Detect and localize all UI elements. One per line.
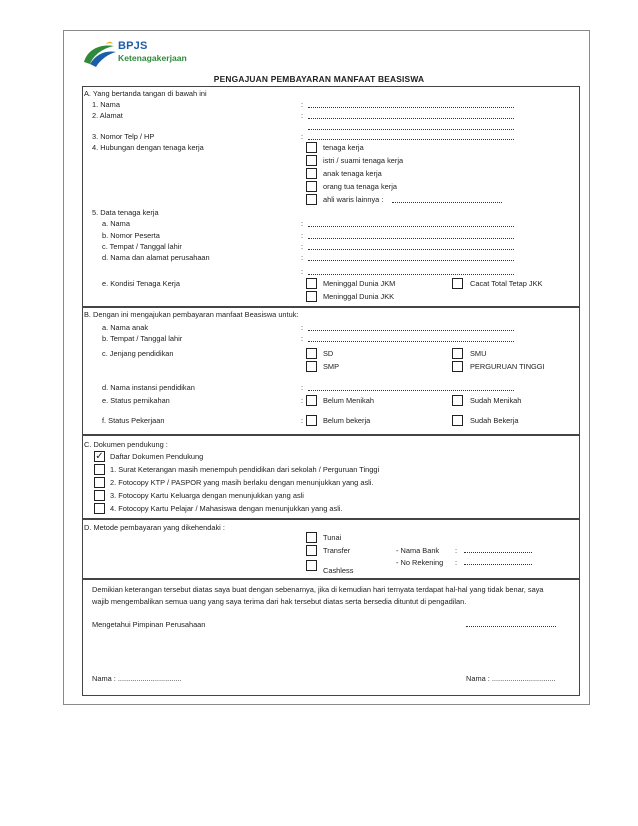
checkbox-transfer[interactable]	[306, 545, 317, 556]
field-alamat-2[interactable]	[308, 129, 514, 130]
checkbox-perguruan-tinggi[interactable]	[452, 361, 463, 372]
option-belum-menikah: Belum Menikah	[323, 396, 374, 405]
option-anak: anak tenaga kerja	[323, 169, 382, 178]
label-hubungan: 4. Hubungan dengan tenaga kerja	[92, 143, 204, 152]
colon: :	[455, 558, 458, 567]
logo-subtitle: Ketenagakerjaan	[118, 53, 187, 63]
option-ahli-waris: ahli waris lainnya :	[323, 195, 384, 204]
field-ahli-waris[interactable]	[392, 202, 502, 203]
option-belum-bekerja: Belum bekerja	[323, 416, 371, 425]
checkbox-meninggal-jkk[interactable]	[306, 291, 317, 302]
label-nama-bank: - Nama Bank	[396, 546, 440, 555]
label-telp: 3. Nomor Telp / HP	[92, 132, 155, 141]
field-tk-perusahaan-1[interactable]	[308, 260, 514, 261]
colon: :	[301, 396, 304, 405]
checkbox-daftar-dokumen[interactable]	[94, 451, 105, 462]
label-tk-nomor: b. Nomor Peserta	[102, 231, 160, 240]
check-mark-icon: ✓	[95, 451, 104, 462]
label-nama: 1. Nama	[92, 100, 120, 109]
option-meninggal-jkm: Meninggal Dunia JKM	[323, 279, 396, 288]
field-anak-tempat[interactable]	[308, 341, 514, 342]
field-no-rekening[interactable]	[464, 564, 532, 565]
checkbox-tunai[interactable]	[306, 532, 317, 543]
field-alamat-1[interactable]	[308, 118, 514, 119]
checkbox-doc-2[interactable]	[94, 477, 105, 488]
option-tunai: Tunai	[323, 533, 342, 542]
label-status-pernikahan: e. Status pernikahan	[102, 396, 170, 405]
field-nama-bank[interactable]	[464, 552, 532, 553]
option-perguruan-tinggi: PERGURUAN TINGGI	[470, 362, 545, 371]
checkbox-doc-1[interactable]	[94, 464, 105, 475]
field-nama-anak[interactable]	[308, 330, 514, 331]
checkbox-cashless[interactable]	[306, 560, 317, 571]
section-c-heading: C. Dokumen pendukung :	[84, 440, 168, 449]
checkbox-doc-4[interactable]	[94, 503, 105, 514]
field-tk-nama[interactable]	[308, 226, 514, 227]
checkbox-smu[interactable]	[452, 348, 463, 359]
option-transfer: Transfer	[323, 546, 351, 555]
colon: :	[301, 383, 304, 392]
option-smp: SMP	[323, 362, 340, 371]
mengetahui-label: Mengetahui Pimpinan Perusahaan	[92, 620, 206, 629]
option-cashless: Cashless	[323, 566, 354, 575]
label-no-rekening: - No Rekening	[396, 558, 444, 567]
colon: :	[301, 242, 304, 251]
colon: :	[301, 231, 304, 240]
logo-name: BPJS	[118, 40, 148, 52]
nama-left: Nama : ...............................	[92, 674, 182, 683]
option-meninggal-jkk: Meninggal Dunia JKK	[323, 292, 395, 301]
checkbox-orang-tua[interactable]	[306, 181, 317, 192]
option-sudah-menikah: Sudah Menikah	[470, 396, 522, 405]
form-title: PENGAJUAN PEMBAYARAN MANFAAT BEASISWA	[213, 74, 425, 84]
doc-item-1: 1. Surat Keterangan masih menempuh pendidikan dari sekolah / Perguruan Tinggi	[110, 465, 380, 474]
checkbox-anak[interactable]	[306, 168, 317, 179]
colon: :	[301, 267, 304, 276]
declaration-line-1: Demikian keterangan tersebut diatas saya buat dengan sebenarnya, jika di kemudian hari ternyata terdapat hal-hal yang tidak benar, saya	[92, 585, 544, 594]
option-istri-suami: istri / suami tenaga kerja	[323, 156, 404, 165]
checkbox-doc-3[interactable]	[94, 490, 105, 501]
checkbox-istri-suami[interactable]	[306, 155, 317, 166]
section-d-heading: D. Metode pembayaran yang dikehendaki :	[84, 523, 225, 532]
nama-right: Nama : ...............................	[466, 674, 556, 683]
label-tk-perusahaan: d. Nama dan alamat perusahaan	[102, 253, 210, 262]
colon: :	[301, 323, 304, 332]
label-tk-nama: a. Nama	[102, 219, 130, 228]
label-tk-tempat: c. Tempat / Tanggal lahir	[102, 242, 182, 251]
label-alamat: 2. Alamat	[92, 111, 123, 120]
label-status-pekerjaan: f. Status Pekerjaan	[102, 416, 165, 425]
checkbox-tenaga-kerja[interactable]	[306, 142, 317, 153]
option-sd: SD	[323, 349, 334, 358]
checkbox-belum-menikah[interactable]	[306, 395, 317, 406]
colon: :	[301, 132, 304, 141]
label-jenjang: c. Jenjang pendidikan	[102, 349, 174, 358]
colon: :	[301, 416, 304, 425]
checkbox-ahli-waris[interactable]	[306, 194, 317, 205]
label-instansi: d. Nama instansi pendidikan	[102, 383, 195, 392]
option-sudah-bekerja: Sudah Bekerja	[470, 416, 519, 425]
option-cacat-jkk: Cacat Total Tetap JKK	[470, 279, 543, 288]
label-data-tk: 5. Data tenaga kerja	[92, 208, 159, 217]
checkbox-sudah-bekerja[interactable]	[452, 415, 463, 426]
colon: :	[301, 334, 304, 343]
doc-item-3: 3. Fotocopy Kartu Keluarga dengan menunjukkan yang asli	[110, 491, 304, 500]
declaration-line-2: wajib mengembalikan semua uang yang saya terima dari hak tersebut diatas serta bersedia dituntut di pengadilan.	[92, 597, 467, 606]
section-a-heading: A. Yang bertanda tangan di bawah ini	[84, 89, 207, 98]
field-pimpinan-signature[interactable]	[466, 626, 556, 627]
colon: :	[301, 219, 304, 228]
checkbox-meninggal-jkm[interactable]	[306, 278, 317, 289]
field-tk-tempat[interactable]	[308, 249, 514, 250]
field-telp[interactable]	[308, 139, 514, 140]
checkbox-smp[interactable]	[306, 361, 317, 372]
option-tenaga-kerja: tenaga kerja	[323, 143, 364, 152]
checkbox-sd[interactable]	[306, 348, 317, 359]
checkbox-cacat-jkk[interactable]	[452, 278, 463, 289]
doc-daftar: Daftar Dokumen Pendukung	[110, 452, 204, 461]
colon: :	[301, 100, 304, 109]
colon: :	[455, 546, 458, 555]
colon: :	[301, 111, 304, 120]
label-nama-anak: a. Nama anak	[102, 323, 149, 332]
option-orang-tua: orang tua tenaga kerja	[323, 182, 397, 191]
section-b-heading: B. Dengan ini mengajukan pembayaran manfaat Beasiswa untuk:	[84, 310, 299, 319]
label-anak-tempat: b. Tempat / Tanggal lahir	[102, 334, 183, 343]
field-tk-perusahaan-2[interactable]	[308, 274, 514, 275]
checkbox-belum-bekerja[interactable]	[306, 415, 317, 426]
doc-item-2: 2. Fotocopy KTP / PASPOR yang masih berlaku dengan menunjukkan yang asli.	[110, 478, 374, 487]
field-instansi[interactable]	[308, 390, 514, 391]
colon: :	[301, 253, 304, 262]
option-smu: SMU	[470, 349, 487, 358]
field-tk-nomor[interactable]	[308, 238, 514, 239]
field-nama[interactable]	[308, 107, 514, 108]
label-tk-kondisi: e. Kondisi Tenaga Kerja	[102, 279, 180, 288]
doc-item-4: 4. Fotocopy Kartu Pelajar / Mahasiswa dengan menunjukkan yang asli.	[110, 504, 343, 513]
checkbox-sudah-menikah[interactable]	[452, 395, 463, 406]
